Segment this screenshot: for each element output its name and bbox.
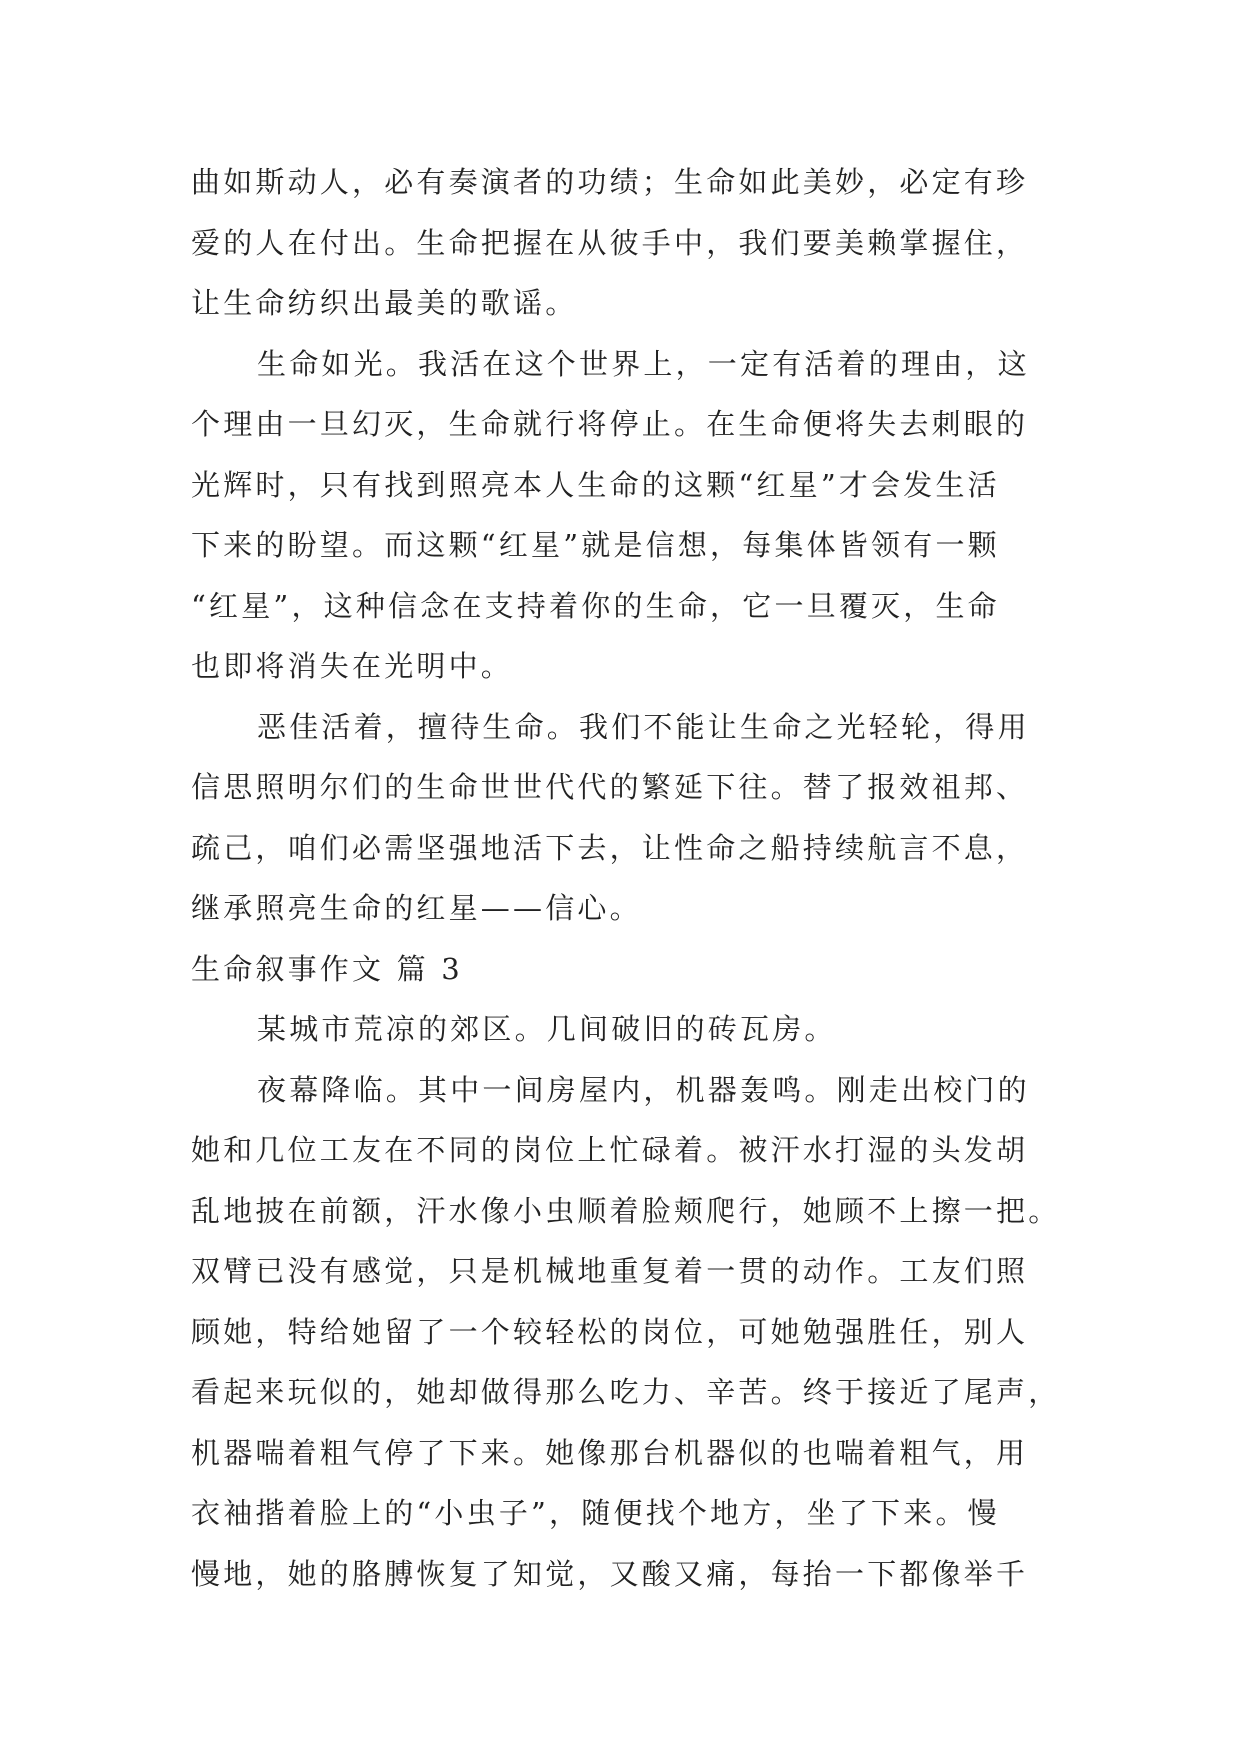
text-line: 夜幕降临。其中一间房屋内，机器轰鸣。刚走出校门的 — [257, 1072, 1030, 1107]
text-line: 疏己，咱们必需坚强地活下去，让性命之船持续航言不息， — [191, 830, 1029, 865]
text-line: 顾她，特给她留了一个较轻松的岗位，可她勉强胜任，别人 — [191, 1314, 1029, 1349]
text-line: 乱地披在前额，汗水像小虫顺着脸颊爬行，她顾不上擦一把。 — [191, 1193, 1061, 1228]
text-line: 双臂已没有感觉，只是机械地重复着一贯的动作。工友们照 — [191, 1254, 1029, 1288]
text-line: 生命如光。我活在这个世界上，一定有活着的理由，这 — [257, 346, 1030, 381]
text-line: 曲如斯动人，必有奏演者的功绩；生命如此美妙，必定有珍 — [191, 165, 1029, 199]
text-line: 恶佳活着，擅待生命。我们不能让生命之光轻轮，得用 — [257, 709, 1030, 744]
text-line: 她和几位工友在不同的岗位上忙碌着。被汗水打湿的头发胡 — [191, 1133, 1029, 1167]
text-line: 衣袖揩着脸上的“小虫子”，随便找个地方，坐了下来。慢 — [191, 1496, 1000, 1530]
text-line: 慢地，她的胳膊恢复了知觉，又酸又痛，每抬一下都像举千 — [191, 1556, 1029, 1591]
text-line: 信思照明尔们的生命世世代代的繁延下往。替了报效祖邦、 — [191, 770, 1029, 804]
text-line: 继承照亮生命的红星——信心。 — [191, 891, 642, 925]
text-line: 机器喘着粗气停了下来。她像那台机器似的也喘着粗气，用 — [191, 1435, 1029, 1470]
text-line: 看起来玩似的，她却做得那么吃力、辛苦。终于接近了尾声， — [191, 1375, 1061, 1409]
text-line: 爱的人在付出。生命把握在从彼手中，我们要美赖掌握住， — [191, 225, 1029, 260]
text-line: 光辉时，只有找到照亮本人生命的这颗“红星”才会发生活 — [191, 467, 1000, 502]
text-line: “红星”，这种信念在支持着你的生命，它一旦覆灭，生命 — [191, 588, 1000, 623]
document-body — [191, 152, 1071, 1604]
text-line: 下来的盼望。而这颗“红星”就是信想，每集体皆领有一颗 — [191, 528, 1000, 562]
text-line: 也即将消失在光明中。 — [191, 649, 514, 683]
text-line: 个理由一旦幻灭，生命就行将停止。在生命便将失去刺眼的 — [191, 407, 1029, 441]
text-line: 生命叙事作文 篇 3 — [191, 951, 463, 986]
text-line: 某城市荒凉的郊区。几间破旧的砖瓦房。 — [257, 1012, 837, 1046]
text-line: 让生命纺织出最美的歌谣。 — [191, 286, 578, 320]
